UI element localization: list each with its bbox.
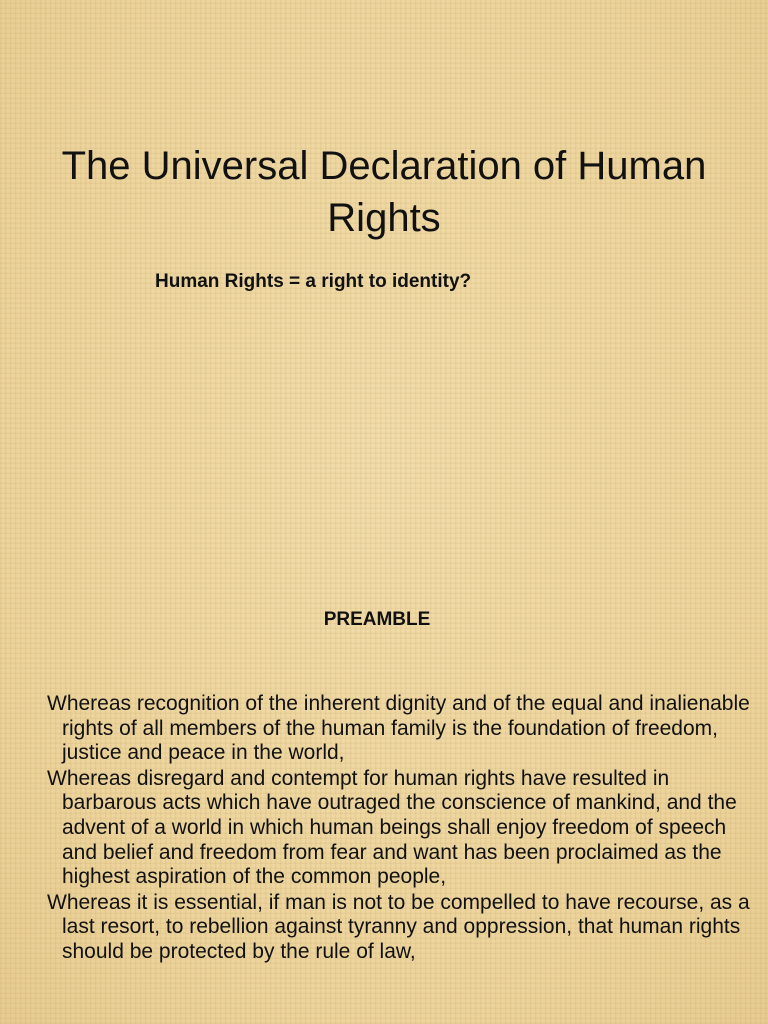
preamble-paragraph: Whereas recognition of the inherent dignity and of the equal and inalienable rights of all members of the human family is the foundation of freedom, justice and peace in the world,: [47, 692, 750, 765]
preamble-paragraph: Whereas it is essential, if man is not to be compelled to have recourse, as a last resort, to rebellion against tyranny and oppression, that human rights should be protected by the rule of law,: [47, 890, 750, 963]
preamble-paragraph: Whereas disregard and contempt for human rights have resulted in barbarous acts which have outraged the conscience of mankind, and the advent of a world in which human beings shall enjoy freedom of speech and belief and freedom from fear and want has been proclaimed as the highest aspiration of the common people,: [47, 766, 737, 889]
slide-title: The Universal Declaration of Human Rights: [61, 144, 707, 240]
slide-subtitle: Human Rights = a right to identity?: [155, 271, 472, 292]
preamble-text: [47, 692, 757, 966]
section-heading: PREAMBLE: [323, 609, 431, 630]
